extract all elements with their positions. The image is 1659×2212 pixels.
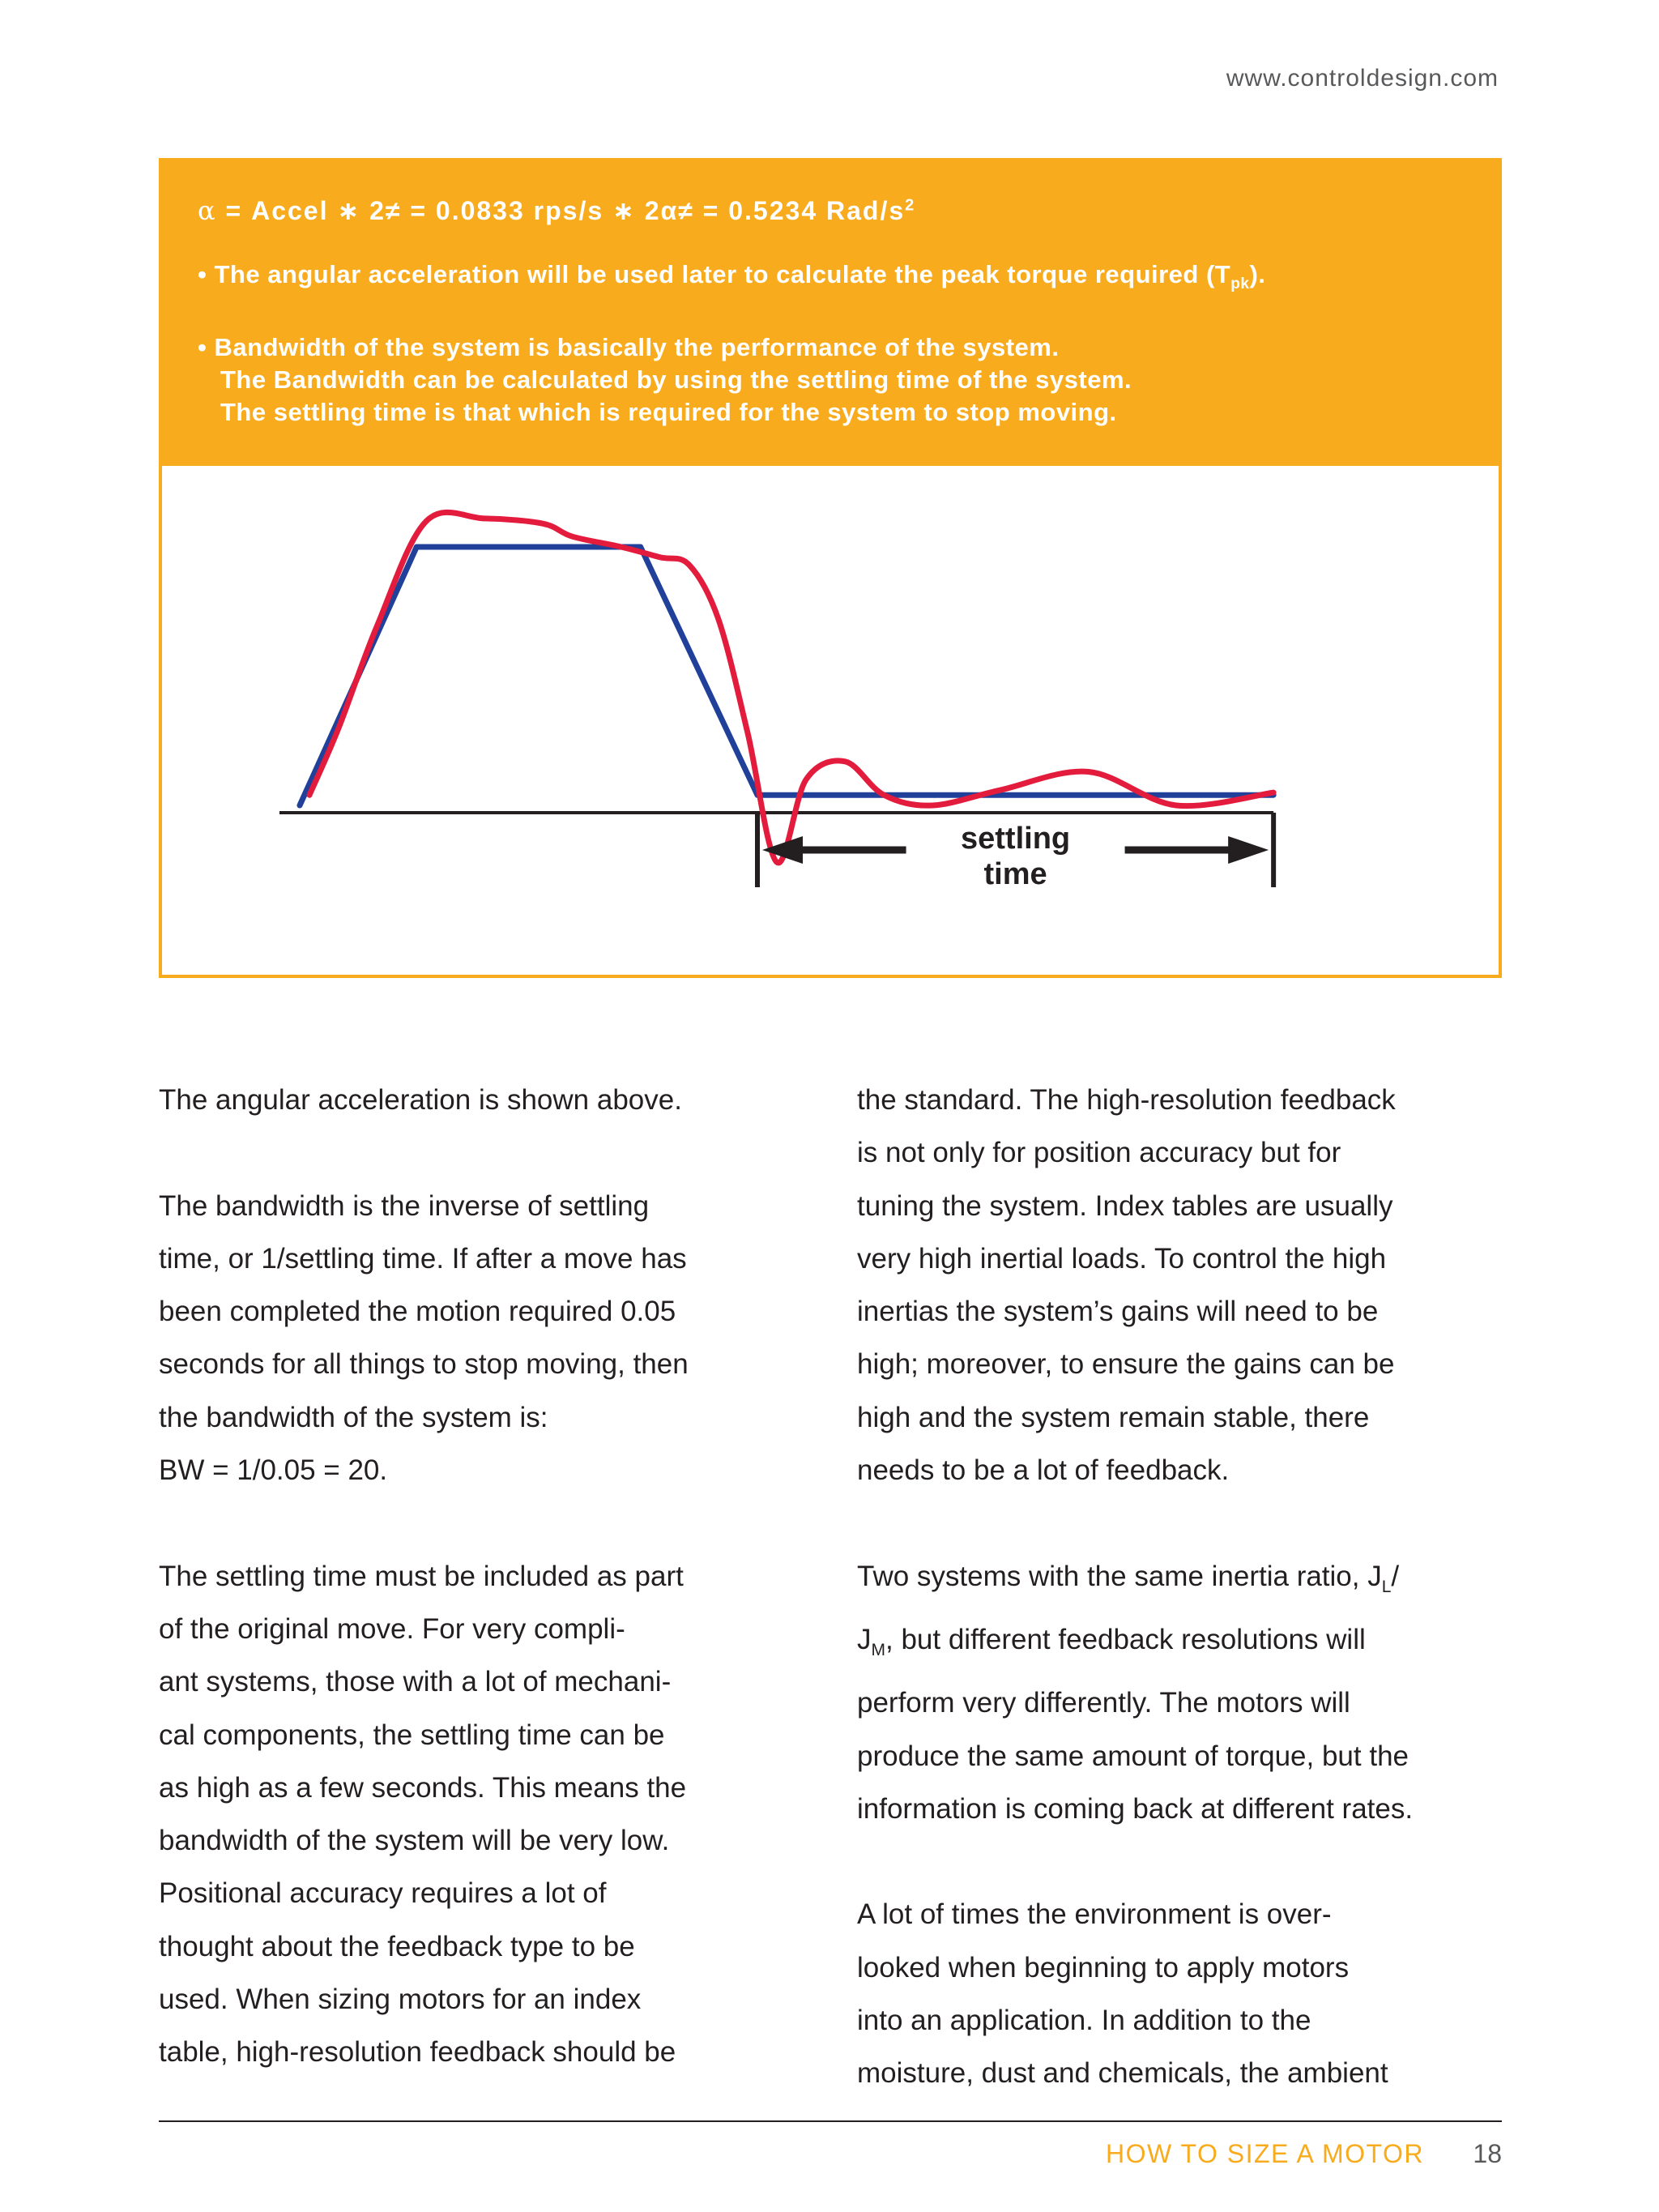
text-line: of the original move. For very compli- — [159, 1612, 625, 1645]
callout-header — [162, 161, 1499, 466]
text-line: inertias the system’s gains will need to be — [857, 1296, 1379, 1328]
arrow-right-head — [1228, 836, 1269, 864]
text-line: high; moreover, to ensure the gains can be — [857, 1348, 1395, 1381]
text-line: seconds for all things to stop moving, then — [159, 1348, 689, 1381]
paragraph-gap — [857, 1835, 1505, 1888]
page-number: 18 — [1473, 2139, 1502, 2168]
text-line: cal components, the settling time can be — [159, 1719, 665, 1751]
settling-time-label: settling — [961, 822, 1071, 856]
text-fragment: / — [1391, 1560, 1400, 1592]
bullet1-tail: ). — [1249, 260, 1266, 288]
text-line: The angular acceleration is shown above. — [159, 1084, 682, 1116]
text-line: been completed the motion required 0.05 — [159, 1296, 676, 1328]
text-line: BW = 1/0.05 = 20. — [159, 1454, 388, 1487]
settling-time-label: time — [983, 857, 1047, 891]
bullet2-line: • Bandwidth of the system is basically the performance of the system. — [198, 333, 1060, 362]
text-line: is not only for position accuracy but for — [857, 1137, 1341, 1169]
text-line — [857, 1613, 1505, 1676]
actual-response-line — [309, 512, 1273, 863]
text-line: table, high-resolution feedback should be — [159, 2036, 676, 2069]
paragraph-gap — [159, 1126, 823, 1179]
formula-text: = Accel ∗ 2≠ = 0.0833 rps/s ∗ 2α≠ = 0.5234 Rad/s — [216, 196, 906, 225]
formula-exponent: 2 — [905, 196, 916, 215]
text-line: as high as a few seconds. This means the — [159, 1771, 687, 1804]
text-fragment: J — [857, 1623, 872, 1655]
footer-section-title: HOW TO SIZE A MOTOR — [1106, 2139, 1424, 2168]
text-line: bandwidth of the system will be very low. — [159, 1825, 670, 1857]
bullet2-line: The settling time is that which is required for the system to stop moving. — [220, 398, 1117, 427]
text-line: used. When sizing motors for an index — [159, 1984, 642, 2016]
bullet-bandwidth — [198, 331, 1458, 429]
text-line: perform very differently. The motors will — [857, 1687, 1350, 1719]
settling-time-chart — [162, 466, 1499, 975]
subscript-m: M — [871, 1640, 885, 1659]
text-fragment: Two systems with the same inertia ratio, J — [857, 1560, 1382, 1592]
bullet1-sub: pk — [1230, 275, 1250, 293]
text-line: very high inertial loads. To control the high — [857, 1242, 1387, 1275]
text-line: into an application. In addition to the — [857, 2005, 1311, 2037]
bullet-angular-acceleration — [198, 258, 1458, 301]
text-line: high and the system remain stable, there — [857, 1401, 1370, 1433]
paragraph-gap — [857, 1497, 1505, 1549]
text-fragment: , but different feedback resolutions will — [885, 1623, 1366, 1655]
text-line: The settling time must be included as part — [159, 1560, 684, 1592]
acceleration-formula — [198, 195, 1458, 226]
alpha-symbol: α — [198, 195, 217, 226]
subscript-l: L — [1381, 1577, 1392, 1596]
text-line: needs to be a lot of feedback. — [857, 1454, 1230, 1487]
bullet2-line: The Bandwidth can be calculated by using the settling time of the system. — [220, 365, 1132, 395]
text-line: looked when beginning to apply motors — [857, 1951, 1350, 1984]
text-line: produce the same amount of torque, but the — [857, 1740, 1409, 1772]
text-line: tuning the system. Index tables are usually — [857, 1189, 1393, 1222]
text-line — [857, 1550, 1505, 1613]
paragraph-gap — [159, 1497, 823, 1549]
text-line: the bandwidth of the system is: — [159, 1401, 548, 1433]
text-line: The bandwidth is the inverse of settling — [159, 1189, 650, 1222]
commanded-profile-line — [300, 547, 1273, 805]
text-line: A lot of times the environment is over- — [857, 1898, 1332, 1931]
bullet1-text: • The angular acceleration will be used later to calculate the peak torque required (T — [198, 260, 1231, 288]
left-column — [159, 1074, 823, 2079]
callout-box — [159, 158, 1502, 978]
settling-time-chart-svg — [162, 466, 1499, 975]
site-url[interactable]: www.controldesign.com — [1226, 65, 1499, 92]
text-line: ant systems, those with a lot of mechani- — [159, 1666, 672, 1698]
right-column — [857, 1074, 1505, 2100]
text-line: Positional accuracy requires a lot of — [159, 1877, 607, 1910]
text-line: thought about the feedback type to be — [159, 1930, 635, 1962]
text-line: time, or 1/settling time. If after a move has — [159, 1242, 687, 1275]
text-line: information is coming back at different rates. — [857, 1792, 1414, 1825]
footer-divider — [159, 2120, 1502, 2122]
text-line: moisture, dust and chemicals, the ambient — [857, 2057, 1388, 2090]
text-line: the standard. The high-resolution feedback — [857, 1084, 1396, 1116]
